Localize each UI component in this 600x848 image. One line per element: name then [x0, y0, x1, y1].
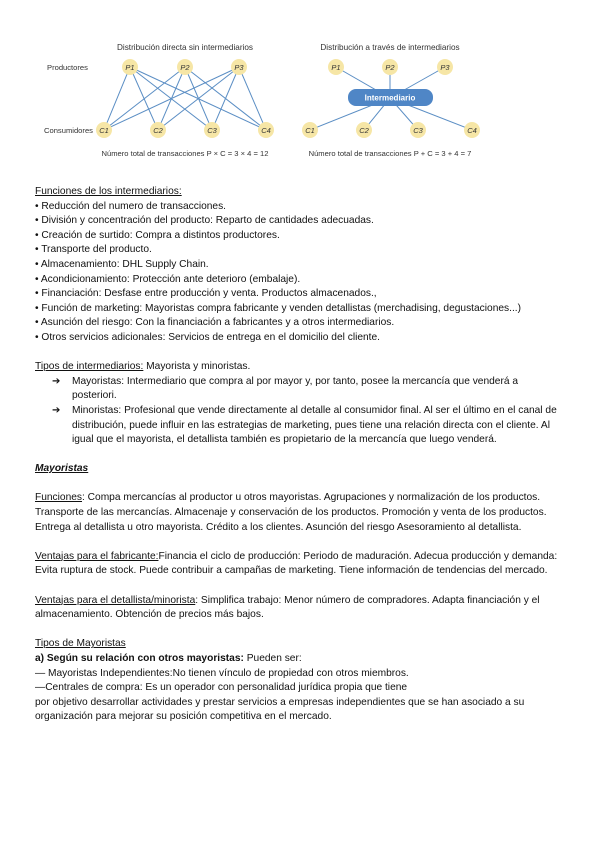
svg-text:C2: C2 — [359, 126, 369, 135]
list-item: • Asunción del riesgo: Con la financiación a fabricantes y a otros intermediarios. — [35, 317, 395, 329]
mayoristas-heading: Mayoristas — [35, 463, 89, 475]
list-item: • División y concentración del producto: Reparto de cantidades adecuadas. — [35, 215, 374, 227]
svg-text:C1: C1 — [305, 126, 315, 135]
producers-label: Productores — [47, 63, 88, 72]
svg-text:C1: C1 — [99, 126, 109, 135]
list-item: • Acondicionamiento: Protección ante deterioro (embalaje). — [35, 273, 301, 285]
list-item: —Centrales de compra: Es un operador con personalidad jurídica propia que tiene — [35, 682, 408, 694]
producer-node — [437, 59, 453, 75]
producer-node — [328, 59, 344, 75]
consumer-node — [464, 122, 480, 138]
consumer-node — [258, 122, 274, 138]
producer-node — [382, 59, 398, 75]
svg-text:C3: C3 — [207, 126, 217, 135]
left-consumer-nodes — [96, 122, 274, 138]
right-total-transactions: Número total de transacciones P + C = 3 + 4 = 7 — [308, 149, 472, 158]
consumer-node — [96, 122, 112, 138]
arrow-icon: ➔ — [52, 375, 61, 387]
list-item: ➔ Mayoristas: Intermediario que compra al por mayor y, por tanto, posee la mercancía que venderá a posteriori. — [52, 375, 519, 402]
left-producer-nodes — [122, 59, 247, 75]
list-item: • Financiación: Desfase entre producción y venta. Productos almacenados., — [35, 288, 377, 300]
list-item: • Otros servicios adicionales: Servicios de entrega en el domicilio del cliente. — [35, 331, 381, 343]
svg-text:P3: P3 — [234, 63, 244, 72]
direct-connections — [104, 67, 266, 130]
list-item: — Mayoristas Independientes:No tienen vínculo de propiedad con otros miembros. — [35, 667, 409, 679]
document-body — [35, 185, 565, 725]
svg-text:P1: P1 — [331, 63, 341, 72]
list-item: • Creación de surtido: Compra a distintos productores. — [35, 229, 280, 241]
consumer-node — [410, 122, 426, 138]
consumer-node — [204, 122, 220, 138]
tipos-intermediarios-title: Tipos de intermediarios: — [35, 361, 144, 373]
svg-text:P2: P2 — [385, 63, 395, 72]
svg-text:C4: C4 — [261, 126, 271, 135]
svg-text:C2: C2 — [153, 126, 163, 135]
funciones-mayoristas: Funciones: Compa mercancías al productor u otros mayoristas. Agrupaciones y normalización de los productos. Transporte de las mercancías. Almacenaje y conservación de los productos. Promoción y venta de los productos. Entrega al detallista u otro mayorista. Crédito a los clientes. Asunción del riesgo Asesoramiento al detallista. — [35, 492, 547, 533]
producer-node — [122, 59, 138, 75]
svg-text:Intermediario: Intermediario — [364, 93, 416, 103]
left-total-transactions: Número total de transacciones P × C = 3 × 4 = 12 — [101, 149, 269, 158]
right-consumer-nodes — [302, 122, 480, 138]
consumer-node — [356, 122, 372, 138]
list-item: • Reducción del numero de transacciones. — [35, 200, 227, 212]
consumer-node — [302, 122, 318, 138]
distribution-diagram — [0, 0, 600, 170]
svg-text:P1: P1 — [125, 63, 135, 72]
list-item: • Función de marketing: Mayoristas compra fabricante y venden detallistas (merchadising, degustaciones...) — [35, 302, 522, 314]
ventajas-detallista: Ventajas para el detallista/minorista: Simplifica trabajo: Menor número de compradores. Adapta financiación y el almacenamiento. Obtención de precios más bajos. — [35, 594, 540, 621]
producer-node — [177, 59, 193, 75]
svg-text:C3: C3 — [413, 126, 423, 135]
svg-text:P2: P2 — [180, 63, 190, 72]
tipos-mayoristas-subtitle: a) Según su relación con otros mayoristas: Pueden ser: — [35, 653, 302, 664]
left-diagram-title: Distribución directa sin intermediarios — [116, 43, 254, 52]
consumer-node — [150, 122, 166, 138]
funciones-title: Funciones de los intermediarios: — [35, 186, 182, 197]
list-item: ➔ Minoristas: Profesional que vende directamente al detalle al consumidor final. Al ser el último en el canal de distribución, puede influir en las estrategias de marketing, pues tiene una relación directa con el cliente. Al igual que el mayorista, el detallista también es propietario de la mercancía que luego venderá. — [52, 404, 557, 446]
arrow-icon: ➔ — [52, 404, 61, 416]
consumers-label: Consumidores — [44, 126, 93, 135]
list-item: • Transporte del producto. — [35, 244, 152, 256]
ventajas-fabricante: Ventajas para el fabricante:Financia el ciclo de producción: Periodo de maduración. Adecua producción y demanda: Evita ruptura de stock. Puede contribuir a campañas de marketing. Tiene información de tendencias del mercado. — [35, 550, 558, 577]
producer-node — [231, 59, 247, 75]
list-item: por objetivo desarrollar actividades y prestar servicios a empresas independientes que se han asociado a su organización para mejorar su posición competitiva en el mercado. — [35, 696, 525, 723]
list-item: • Almacenamiento: DHL Supply Chain. — [35, 258, 209, 270]
tipos-mayoristas-title: Tipos de Mayoristas — [35, 638, 126, 650]
intermediary-node — [348, 89, 433, 106]
svg-text:P3: P3 — [440, 63, 450, 72]
tipos-intermediarios-line: Tipos de intermediarios: Mayorista y minoristas. — [35, 361, 251, 373]
right-diagram-title: Distribución a través de intermediarios — [320, 43, 460, 52]
svg-text:C4: C4 — [467, 126, 477, 135]
